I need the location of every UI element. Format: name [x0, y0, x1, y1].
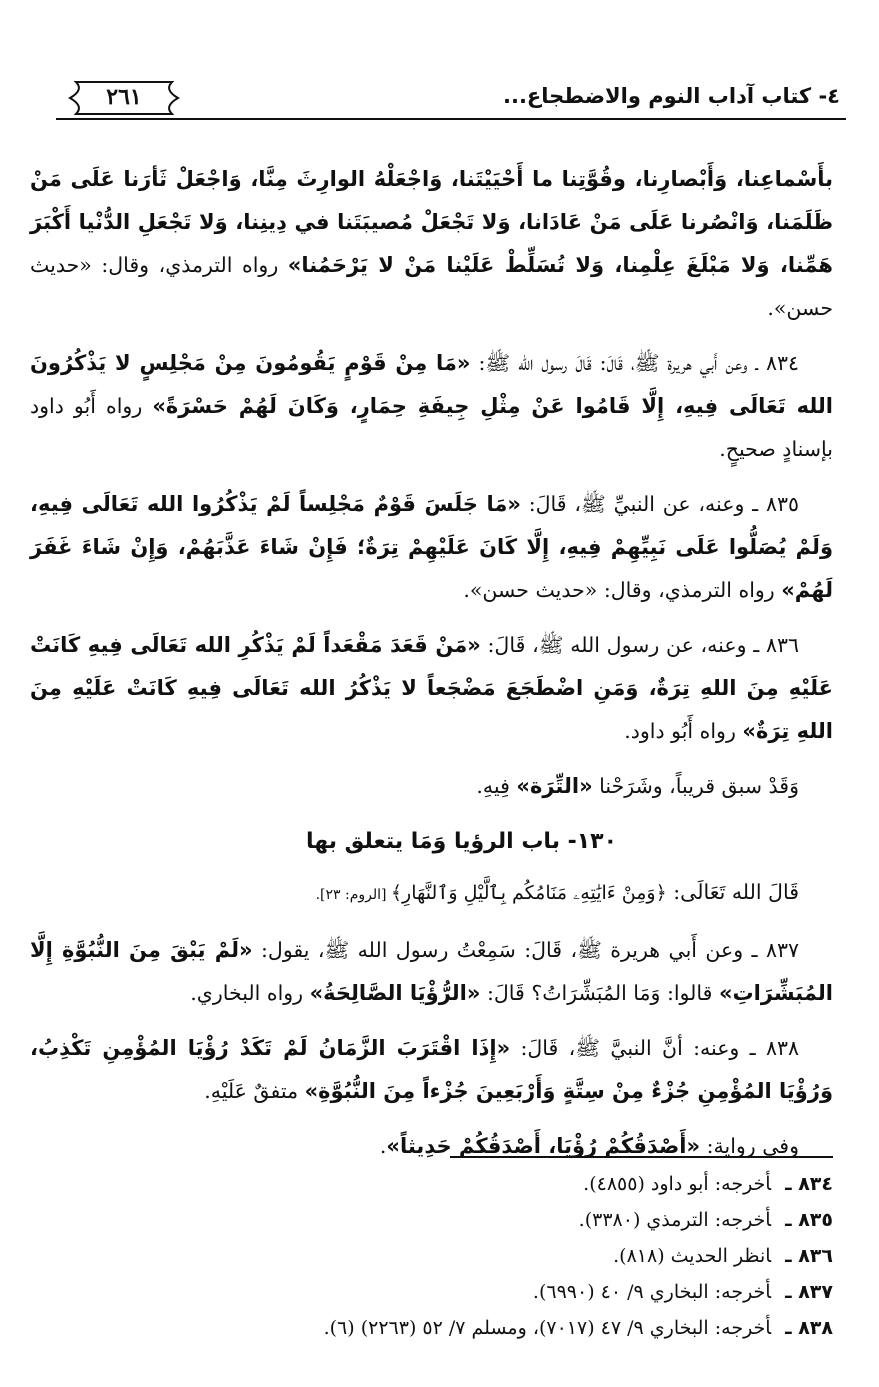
chapter-heading: ١٣٠- باب الرؤيا وَمَا يتعلق بها [305, 829, 618, 854]
footnotes [313, 1166, 833, 1346]
hadith-quote-answer: «الرُّؤْيَا الصَّالِحَةُ» [309, 981, 481, 1005]
hadith-dialogue: قالوا: وَمَا المُبَشِّرَاتُ؟ قَالَ: [480, 981, 719, 1005]
hadith-source: رواه الترمذي، وقال: «حديث حسن». [463, 578, 782, 602]
hadith-source: رواه الترمذي، وقال: «حديث حسن». [30, 253, 833, 320]
hadith-quote: «مَا جَلَسَ قَوْمٌ مَجْلِساً لَمْ يَذْكُرُوا الله تَعَالَى فِيهِ، وَلَمْ يُصَلُّوا عَلَى نَبِيِّهِمْ فِيهِ، إِلَّا كَانَ عَلَيْهِمْ تِرَةٌ؛ فَإِنْ شَاءَ عَذَّبَهُمْ، وَإِنْ شَاءَ غَفَرَ لَهُمْ» [30, 492, 833, 602]
footnote [313, 1310, 833, 1346]
hadith-quote: «مَنْ قَعَدَ مَقْعَداً لَمْ يَذْكُرِ الله تَعَالَى فِيهِ كَانَتْ عَلَيْهِ مِنَ اللهِ تِرَةٌ، وَمَنِ اضْطَجَعَ مَضْجَعاً لا يَذْكُرُ الله تَعَالَى فِيهِ كَانَتْ عَلَيْهِ مِنَ اللهِ تِرَةٌ» [30, 633, 833, 743]
footnote-number: ٨٣٦ ـ [785, 1245, 833, 1267]
hadith-source: رواه البخاري. [190, 981, 310, 1005]
footnote-number: ٨٣٧ ـ [785, 1281, 833, 1303]
footnote-text: أخرجه: البخاري ٩/ ٤٧ (٧٠١٧)، ومسلم ٧/ ٥٢ (٢٢٦٣) (٦). [323, 1317, 772, 1339]
note-text: وَقَدْ سبق قريباً، وشَرَحْنا [592, 774, 799, 798]
hadith-838 [30, 1027, 833, 1113]
footnote-text: انظر الحديث (٨١٨). [613, 1245, 772, 1267]
verse-text: ﴿وَمِنْ ءَايَٰتِهِۦ مَنَامُكُم بِٱلَّيْلِ وَٱلنَّهَارِ﴾ [390, 882, 667, 904]
page-number-frame [64, 80, 184, 114]
page-header [56, 78, 846, 122]
footnote-number: ٨٣٤ ـ [785, 1173, 833, 1195]
hadith-836 [30, 624, 833, 753]
hadith-intro: ٨٣٥ ـ وعنه، عن النبيِّ ﷺ، قَالَ: [520, 492, 799, 516]
note-term: «التِّرَة» [516, 774, 593, 798]
hadith-source: متفقٌ عَلَيْهِ. [204, 1079, 305, 1103]
hadith-838-variant [30, 1125, 833, 1168]
main-text [30, 158, 833, 1180]
variant-tail: . [379, 1134, 387, 1158]
hadith-834 [30, 342, 833, 471]
footnote [313, 1202, 833, 1238]
variant-intro: وفي رواية: [700, 1134, 799, 1158]
footnote-divider [450, 1156, 833, 1158]
footnote-text: أخرجه: البخاري ٩/ ٤٠ (٦٩٩٠). [532, 1281, 772, 1303]
hadith-quote: «إِذَا اقْتَرَبَ الزَّمَانُ لَمْ تَكَدْ رُؤْيَا المُؤْمِنِ تَكْذِبُ، وَرُؤْيَا المُؤْمِنِ جُزْءٌ مِنْ سِتَّةٍ وَأَرْبَعِينَ جُزْءاً مِنَ النُّبُوَّةِ» [30, 1036, 833, 1103]
footnote [313, 1238, 833, 1274]
footnote [313, 1166, 833, 1202]
hadith-837 [30, 929, 833, 1015]
explanation-note [30, 765, 833, 808]
hadith-835 [30, 483, 833, 612]
note-tail: فِيهِ. [476, 774, 517, 798]
footnote [313, 1274, 833, 1310]
footnote-text: أخرجه: الترمذي (٣٣٨٠). [578, 1209, 772, 1231]
hadith-intro: ٨٣٧ ـ وعن أَبي هريرة ﷺ، قَالَ: سَمِعْتُ رسول الله ﷺ، يقول: [252, 938, 799, 962]
page-number: ٢٦١ [106, 84, 142, 110]
verse-reference: [الروم: ٢٣]. [315, 887, 391, 903]
footnote-number: ٨٣٥ ـ [785, 1209, 833, 1231]
hadith-intro: ٨٣٤ ـ وعن أَبي هريرة ﷺ، قَالَ: قَالَ رسول الله ﷺ: [470, 351, 799, 375]
hadith-intro: ٨٣٨ ـ وعنه: أنَّ النبيَّ ﷺ، قَالَ: [510, 1036, 800, 1060]
hadith-quote: «لَمْ يَبْقَ مِنَ النُّبُوَّةِ إِلَّا المُبَشِّرَاتِ» [30, 938, 833, 1005]
hadith-quote: «مَا مِنْ قَوْمٍ يَقُومُونَ مِنْ مَجْلِسٍ لا يَذْكُرُونَ الله تَعَالَى فِيهِ، إِلَّا قَامُوا عَنْ مِثْلِ جِيفَةِ حِمَارٍ، وَكَانَ لَهُمْ حَسْرَةً» [30, 351, 833, 418]
chapter-title: ٤- كتاب آداب النوم والاضطجاع... [503, 84, 840, 108]
hadith-source: رواه أَبُو داود بإسنادٍ صحيحٍ. [30, 394, 833, 461]
variant-quote: «أَصْدَقُكُمْ رُؤْيَا، أَصْدَقُكُمْ حَدِيثاً» [386, 1134, 701, 1158]
hadith-intro: ٨٣٦ ـ وعنه، عن رسول الله ﷺ، قَالَ: [480, 633, 799, 657]
footnote-text: أخرجه: أبو داود (٤٨٥٥). [583, 1173, 772, 1195]
hadith-quote: بأَسْماعِنا، وَأَبْصارِنا، وقُوَّتِنا ما أَحْيَيْتَنا، وَاجْعَلْهُ الوارِثَ مِنَّا، وَاجْعَلْ ثَأرَنا عَلَى مَنْ ظَلَمَنا، وَانْصُرنا عَلَى مَنْ عَادَانا، وَلا تَجْعَلْ مُصيبَتَنا في دِينِنا، وَلا تَجْعَلِ الدُّنْيا أَكْبَرَ هَمِّنا، وَلا مَبْلَغَ عِلْمِنا، وَلا تُسَلِّطْ عَلَيْنا مَنْ لا يَرْحَمُنا» [30, 167, 833, 277]
verse-intro: قَالَ الله تَعَالَى: [666, 880, 799, 904]
hadith-source: رواه أَبُو داود. [624, 719, 743, 743]
quran-verse [30, 871, 833, 917]
paragraph-continuation [30, 158, 833, 330]
header-divider [56, 118, 846, 120]
footnote-number: ٨٣٨ ـ [785, 1317, 833, 1339]
